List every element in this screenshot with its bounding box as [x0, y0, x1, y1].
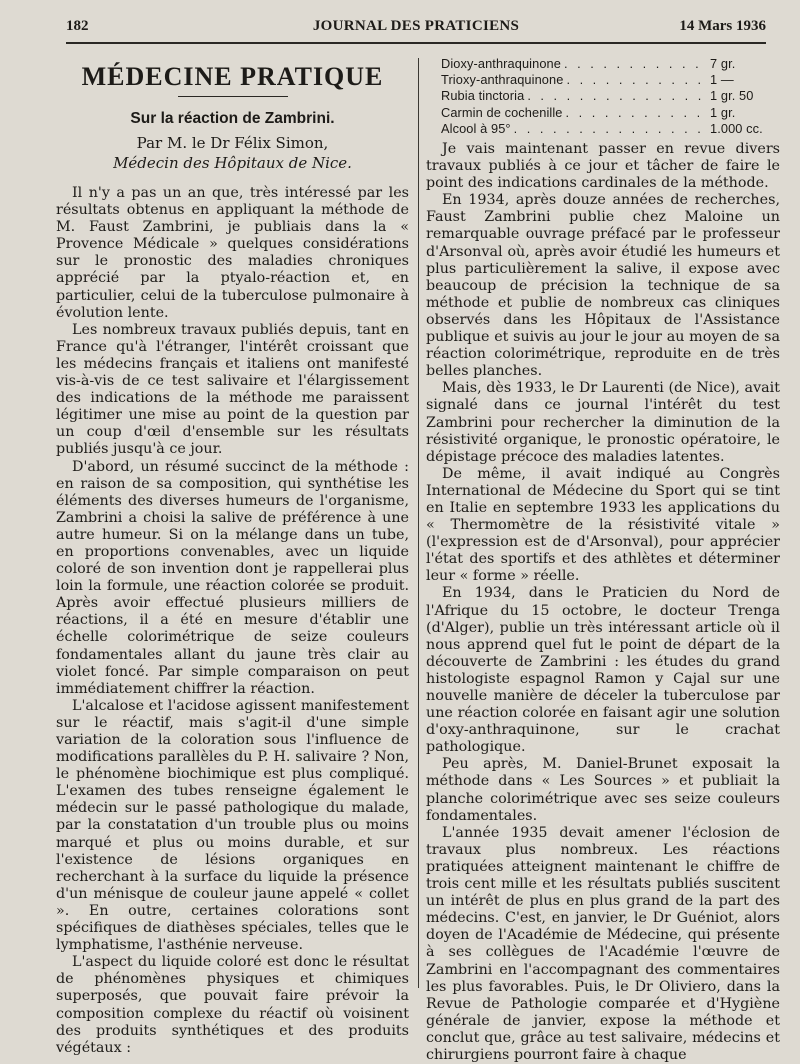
formula-row	[441, 105, 780, 121]
author-byline: Par M. le Dr Félix Simon,	[136, 134, 329, 152]
ingredient-quantity: 1 gr.	[710, 104, 736, 120]
ingredient-name: Alcool à 95°	[441, 120, 511, 136]
article-title: Sur la réaction de Zambrini.	[130, 110, 335, 127]
paragraph: Mais, dès 1933, le Dr Laurenti (de Nice), avait signalé dans ce journal l'intérêt du test Zambrini pour rechercher la diminution de la résistivité organique, le pronostic opératoire, le dépistage précoce des maladies latentes.	[426, 380, 780, 465]
formula-row	[441, 56, 780, 72]
journal-title: JOURNAL DES PRATICIENS	[312, 18, 520, 34]
ingredient-name: Trioxy-anthraquinone	[441, 72, 564, 88]
paragraph: L'alcalose et l'acidose agissent manifestement sur le réactif, mais s'agit-il d'une simple variation de la coloration sous l'influence de modifications parallèles du P. H. salivaire ? Non, le phénomène biochimique est plus compliqué. L'examen des tubes renseigne également le médecin sur le passé pathologique du malade, par la constatation d'un trouble plus ou moins marqué et plus ou moins durable, et sur l'existence de lésions organiques en recherchant à la surface du liquide la présence d'un ménisque de couleur jaune appelé « collet ». En outre, certaines colorations sont spécifiques de diathèses spéciales, telles que le lymphatisme, l'asthénie nerveuse.	[56, 697, 409, 954]
paragraph: En 1934, après douze années de recherches, Faust Zambrini publie chez Maloine un remarquable ouvrage préfacé par le professeur d'Arsonval où, après avoir étudié les humeurs et plus particulièrement la salive, il expose avec beaucoup de précision la technique de sa méthode et publie de nombreux cas cliniques observés dans les Hôpitaux de l'Assistance publique et suivis au jour le jour au moyen de sa réaction colorimétrique, reproduite en de très belles planches.	[426, 192, 780, 380]
right-column	[426, 56, 780, 1064]
paragraph: L'aspect du liquide coloré est donc le résultat de phénomènes physiques et chimiques superposés, que pouvait faire prévoir la composition complexe du réactif où voisinent des produits synthétiques et des produits végétaux :	[56, 954, 409, 1056]
ingredient-quantity: 1 —	[710, 72, 734, 88]
formula-row	[441, 72, 780, 88]
paragraph: De même, il avait indiqué au Congrès International de Médecine du Sport qui se tint en Italie en septembre 1933 les applications du « Thermomètre de la résistivité vitale » (l'expression est de d'Arsonval), pour apprécier l'état des sportifs et des athlètes et déterminer leur « forme » réelle.	[426, 465, 780, 585]
left-column	[56, 56, 409, 1057]
page-number: 182	[66, 18, 89, 34]
formula-row	[441, 121, 780, 137]
ingredient-name: Dioxy-anthraquinone	[441, 56, 561, 71]
reagent-formula	[426, 56, 780, 137]
paragraph: D'abord, un résumé succinct de la méthode : en raison de sa composition, qui synthétise les éléments des diverses humeurs de l'organisme, Zambrini a choisi la salive de préférence à une autre humeur. Si on la mélange dans un tube, en proportions convenables, avec un liquide coloré de son invention dont je rappellerai plus loin la formule, une réaction colorée se produit. Après avoir effectué plusieurs milliers de réactions, il a été en mesure d'établir une échelle colorimétrique de seize couleurs fondamentales allant du jaune très clair au violet foncé. Par simple comparaison on peut immédiatement chiffrer la réaction.	[56, 458, 409, 697]
ingredient-quantity: 1.000 cc.	[710, 120, 763, 136]
column-divider	[418, 58, 419, 988]
formula-row	[441, 88, 780, 104]
ingredient-quantity: 1 gr. 50	[710, 88, 754, 104]
ingredient-name: Rubia tinctoria	[441, 88, 525, 104]
running-header	[66, 14, 766, 44]
paragraph: L'année 1935 devait amener l'éclosion de travaux plus nombreux. Les réactions pratiquées atteignent maintenant le chiffre de trois cent mille et les résultats publiés suscitent un intérêt de plus en plus grand de la part des médecins. C'est, en janvier, le Dr Guéniot, alors doyen de l'Académie de Médecine, qui présente à ses collègues de l'Académie l'œuvre de Zambrini en l'accompagnant des commentaires les plus favorables. Puis, le Dr Oliviero, dans la Revue de Pathologie comparée et d'Hygiène générale de janvier, expose la méthode et conclut que, grâce au test salivaire, médecins et chirurgiens pourront faire à chaque	[426, 824, 780, 1063]
paragraph: Je vais maintenant passer en revue divers travaux publiés à ce jour et tâcher de faire le point des indications cardinales de la méthode.	[426, 141, 780, 192]
ingredient-name: Carmin de cochenille	[441, 104, 563, 120]
section-title: MÉDECINE PRATIQUE	[81, 62, 384, 91]
paragraph: Peu après, M. Daniel-Brunet exposait la méthode dans « Les Sources » et publiait la planche colorimétrique avec ses seize couleurs fondamentales.	[426, 756, 780, 824]
paragraph: En 1934, dans le Praticien du Nord de l'Afrique du 15 octobre, le docteur Trenga (d'Alger), publie un très intéressant article où il nous apprend quel fut le point de départ de la découverte de Zambrini : les études du grand histologiste espagnol Ramon y Cajal sur une nouvelle manière de déceler la tuberculose par une réaction colorée en faisant agir une solution d'oxy-anthraquinone, sur le crachat pathologique.	[426, 585, 780, 756]
title-rule	[178, 96, 288, 97]
paragraph: Il n'y a pas un an que, très intéressé par les résultats obtenus en appliquant la méthode de M. Faust Zambrini, je publiais dans la « Provence Médicale » quelques considérations sur le pronostic des maladies chroniques apprécié par la ptyalo-réaction et, en particulier, celui de la tuberculose pulmonaire à évolution lente.	[56, 185, 409, 321]
author-affiliation: Médecin des Hôpitaux de Nice.	[113, 154, 352, 172]
ingredient-quantity: 7 gr.	[710, 56, 736, 71]
issue-date: 14 Mars 1936	[679, 18, 766, 34]
paragraph: Les nombreux travaux publiés depuis, tant en France qu'à l'étranger, l'intérêt croissant que les médecins français et italiens ont manifesté vis-à-vis de ce test salivaire et l'élargissement des indications de la méthode me paraissent légitimer une mise au point de la question par un coup d'œil d'ensemble sur les résultats publiés jusqu'à ce jour.	[56, 321, 409, 458]
